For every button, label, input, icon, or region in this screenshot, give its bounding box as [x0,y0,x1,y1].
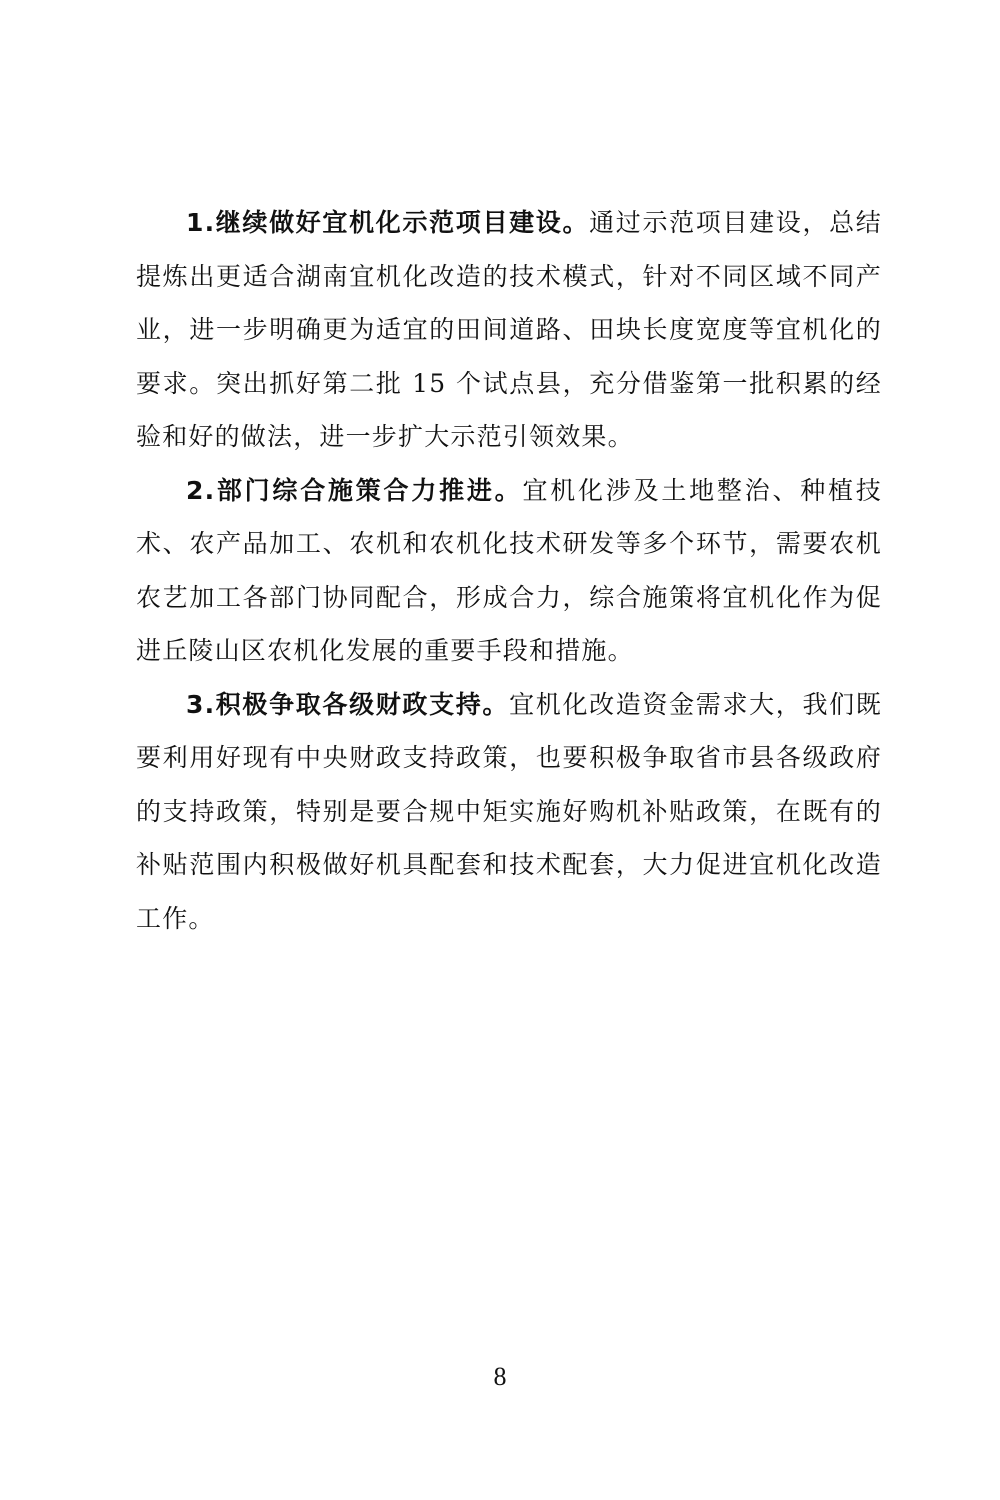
paragraph-3-heading: 3.积极争取各级财政支持。 [186,689,510,719]
paragraph-1-heading: 1.继续做好宜机化示范项目建设。 [186,208,590,237]
page-number: 8 [493,1362,507,1391]
paragraph-1-body: 通过示范项目建设，总结提炼出更适合湖南宜机化改造的技术模式，针对不同区域不同产业，进一步明确更为适宜的田间道路、田块长度宽度等宜机化的要求。突出抓好第二批 15 个试点县，充分借鉴第一批积累的经验和好的做法，进一步扩大示范引领效果。 [136,208,883,451]
paragraph-2-body: 宜机化涉及土地整治、种植技术、农产品加工、农机和农机化技术研发等多个环节，需要农机农艺加工各部门协同配合，形成合力，综合施策将宜机化作为促进丘陵山区农机化发展的重要手段和措施。 [136,475,882,665]
paragraph-2 [136,464,882,678]
document-body [136,196,882,945]
paragraph-3 [136,678,882,946]
paragraph-1 [136,196,882,464]
paragraph-3-body: 宜机化改造资金需求大，我们既要利用好现有中央财政支持政策，也要积极争取省市县各级政府的支持政策，特别是要合规中矩实施好购机补贴政策，在既有的补贴范围内积极做好机具配套和技术配套，大力促进宜机化改造工作。 [136,689,882,933]
paragraph-2-heading: 2.部门综合施策合力推进。 [186,475,523,505]
